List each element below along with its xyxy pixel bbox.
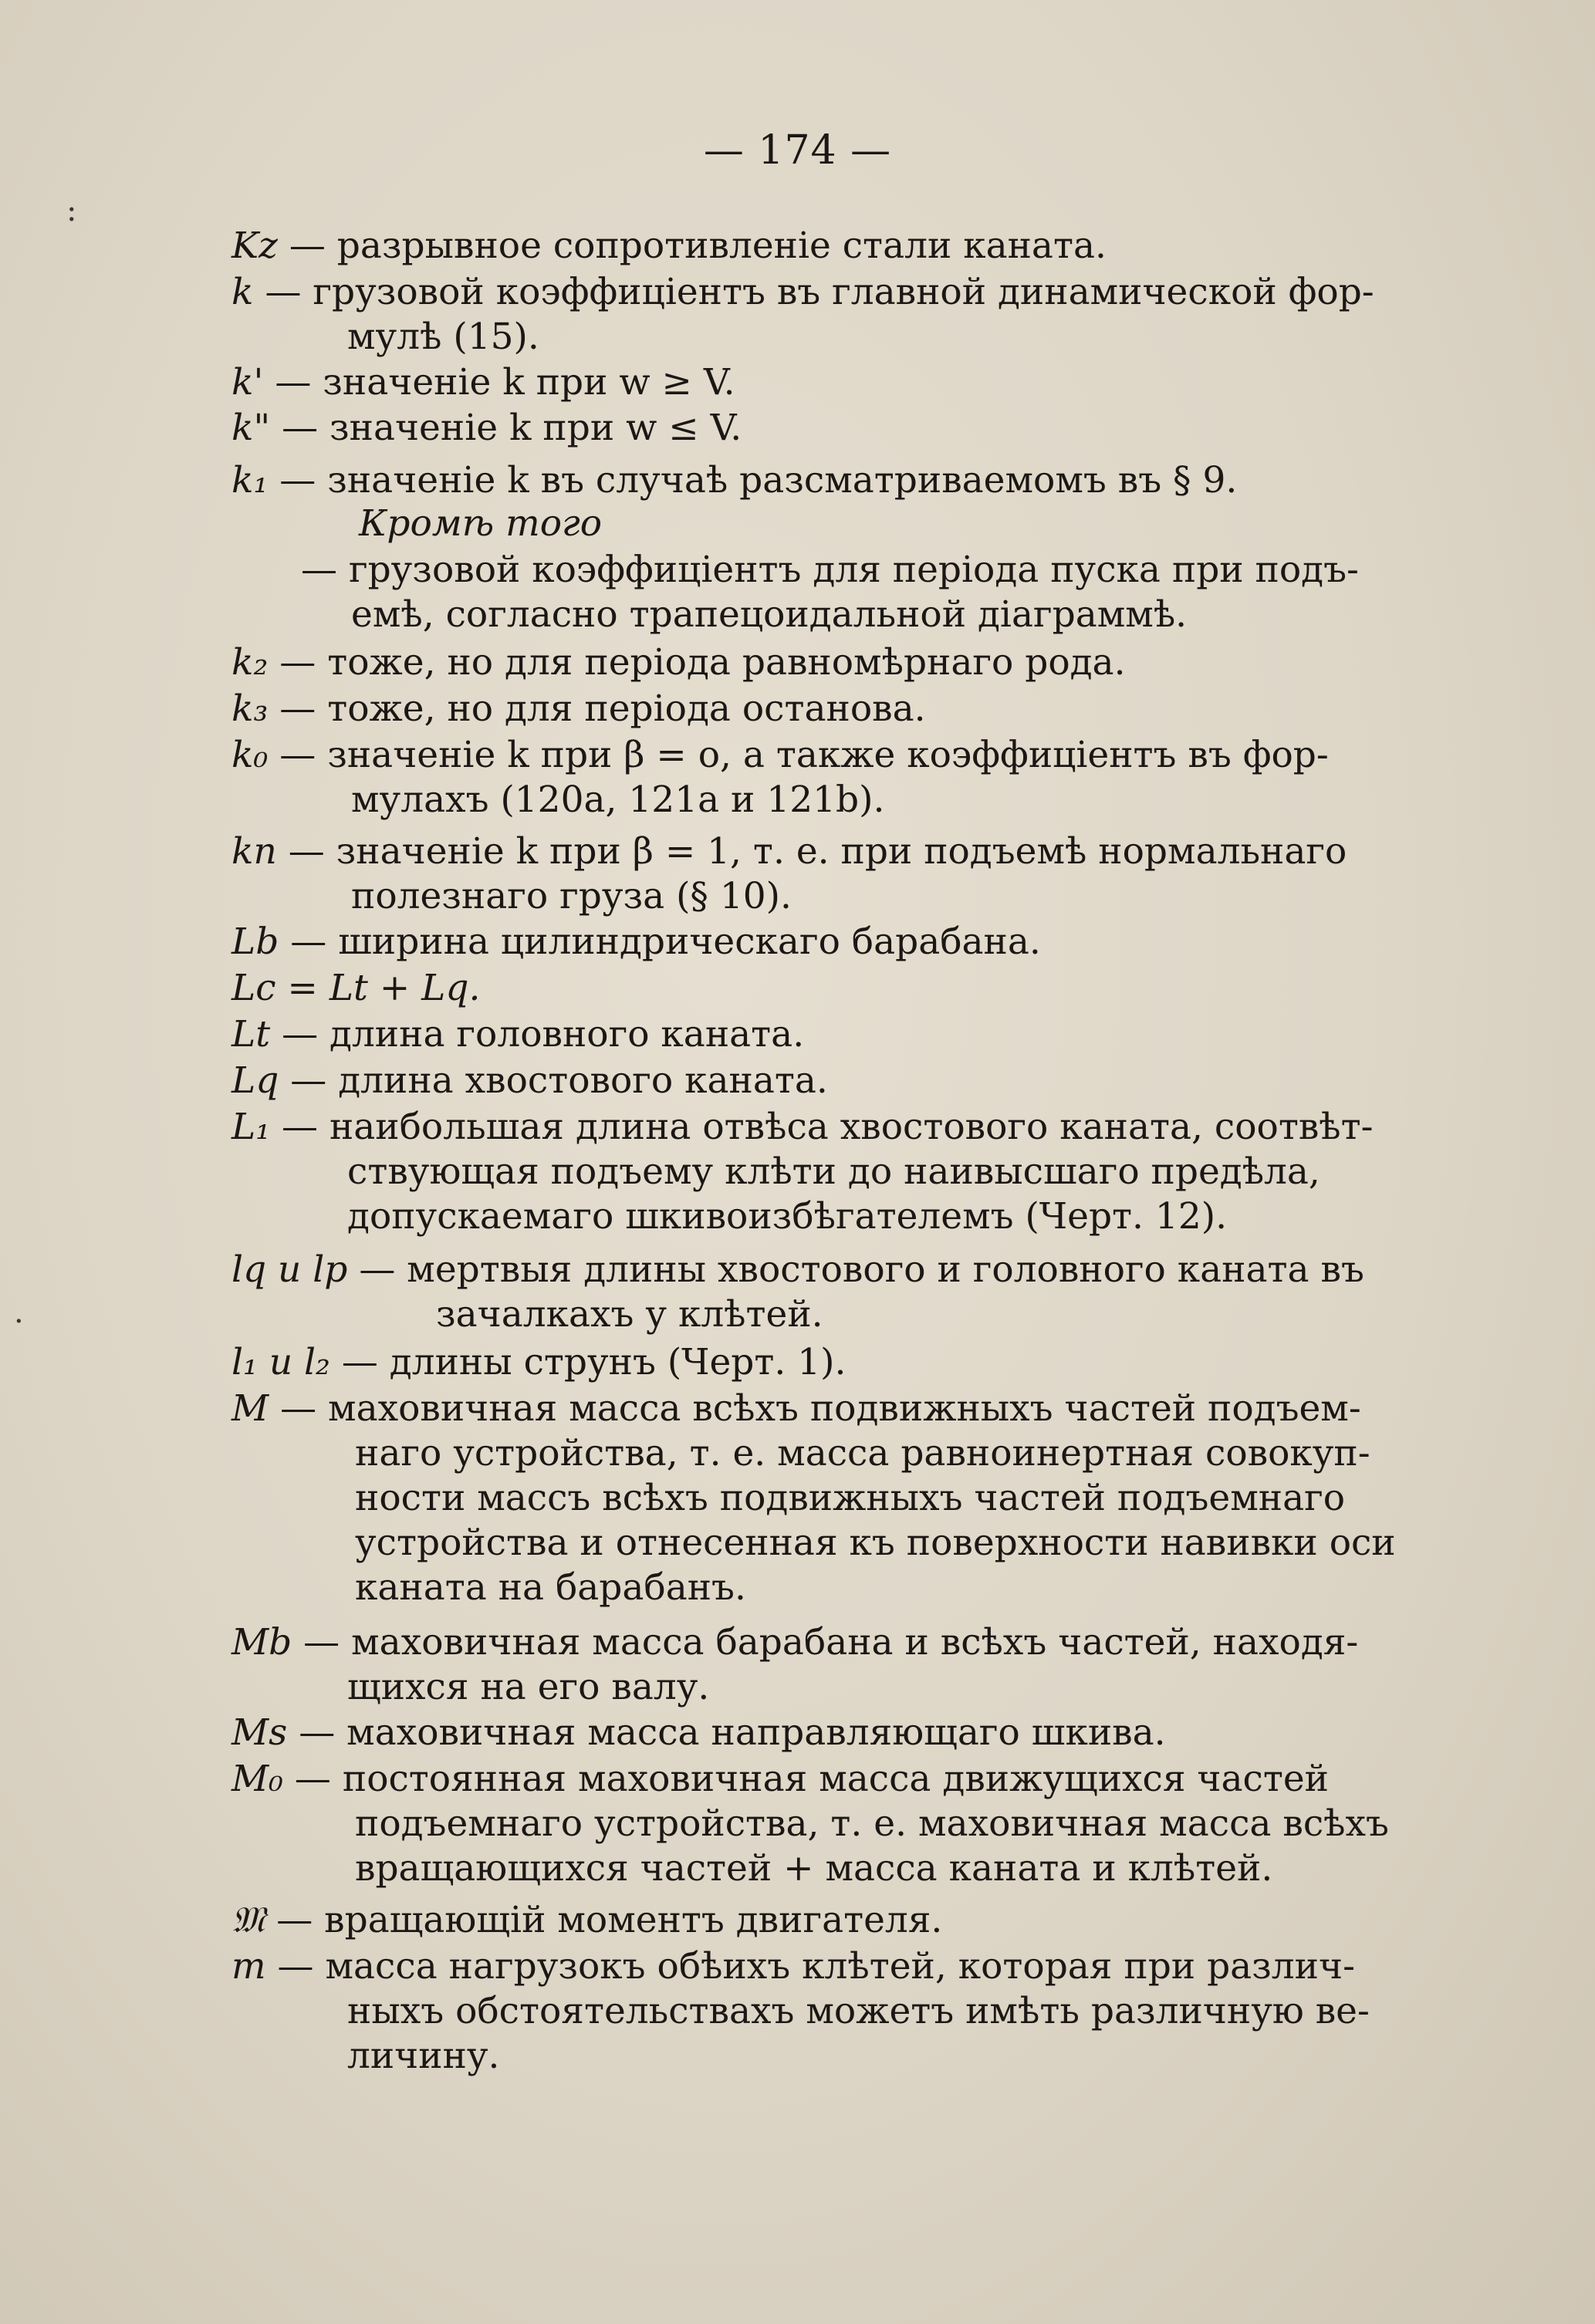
entry-line: зачалкахъ у клѣтей. <box>436 1293 823 1336</box>
glossary-entry <box>231 458 1237 503</box>
glossary-entry <box>231 687 926 731</box>
entry-line: — значеніе k при β = 1, т. е. при подъемѣ нормальнаго <box>288 830 1347 873</box>
entry-symbol: kn <box>231 830 277 873</box>
entry-line: ныхъ обстоятельствахъ можетъ имѣть различную ве- <box>347 1990 1370 2032</box>
entry-symbol: k₁ <box>231 459 269 502</box>
entry-line: — значеніе k при w ≥ V. <box>275 361 735 404</box>
glossary-entry <box>231 966 480 1011</box>
entry-symbol: Ms <box>231 1711 288 1754</box>
entry-symbol: Kz <box>231 225 278 267</box>
entry-line: — ширина цилиндрическаго барабана. <box>290 920 1041 963</box>
glossary-entry <box>231 270 1374 360</box>
entry-line: ствующая подъему клѣти до наивысшаго предѣла, <box>347 1150 1320 1193</box>
entry-line: — разрывное сопротивленіе стали каната. <box>289 225 1107 267</box>
entry-line: — длина головного каната. <box>282 1013 805 1056</box>
entry-line: мулахъ (120a, 121a и 121b). <box>351 779 885 821</box>
glossary-entry <box>231 406 742 451</box>
entry-symbol: l₁ и l₂ <box>231 1341 330 1383</box>
entry-line: — постоянная маховичная масса движущихся частей <box>294 1758 1329 1800</box>
entry-symbol: Lq <box>231 1059 279 1102</box>
entry-line: — масса нагрузокъ обѣихъ клѣтей, которая при различ- <box>277 1945 1355 1988</box>
entry-symbol: lq и lp <box>231 1248 348 1291</box>
page-number: — 174 — <box>703 127 892 174</box>
glossary-entry <box>231 224 1107 269</box>
glossary-entry <box>231 1059 828 1103</box>
entry-symbol: Lc <box>231 967 276 1009</box>
entry-symbol: k₀ <box>231 734 269 776</box>
entry-line: ности массъ всѣхъ подвижныхъ частей подъемнаго <box>355 1477 1346 1519</box>
entry-line: — грузовой коэффиціентъ въ главной динамической фор- <box>265 271 1374 313</box>
margin-mark: · <box>14 1304 24 1339</box>
entry-line: устройства и отнесенная къ поверхности навивки оси <box>355 1522 1396 1564</box>
glossary-entry <box>231 1757 1389 1891</box>
glossary-entry <box>231 1012 804 1057</box>
entry-line: — значеніе k при w ≤ V. <box>282 407 742 449</box>
entry-line: — тоже, но для періода равномѣрнаго рода. <box>279 641 1126 684</box>
entry-symbol: k <box>231 271 254 313</box>
entry-line: наго устройства, т. е. масса равноинертная совокуп- <box>355 1432 1370 1474</box>
entry-symbol: M₀ <box>231 1758 283 1800</box>
entry-line: личину. <box>347 2035 500 2077</box>
entry-line: каната на барабанъ. <box>355 1566 746 1609</box>
glossary-entry <box>231 1711 1166 1755</box>
entry-line: — мертвыя длины хвостового и головного каната въ <box>359 1248 1364 1291</box>
entry-line: полезнаго груза (§ 10). <box>351 875 792 917</box>
entry-line: — длины струнъ (Черт. 1). <box>341 1341 846 1383</box>
entry-symbol: Mb <box>231 1621 292 1664</box>
entry-symbol: 𝔐 <box>231 1899 265 1941</box>
glossary-entry <box>231 1620 1358 1710</box>
entry-symbol: k₃ <box>231 687 269 730</box>
entry-symbol: k' <box>231 361 264 404</box>
entry-line: щихся на его валу. <box>347 1666 710 1708</box>
glossary-entry <box>231 1944 1370 2079</box>
entry-line: вращающихся частей + масса каната и клѣтей. <box>355 1847 1273 1890</box>
entry-line: Кромѣ того <box>359 502 603 545</box>
glossary-entry <box>231 829 1347 919</box>
entry-line: — тоже, но для періода останова. <box>279 687 926 730</box>
entry-line: — маховичная масса барабана и всѣхъ частей, находя- <box>303 1621 1359 1664</box>
glossary-entry <box>231 920 1041 964</box>
entry-symbol: m <box>231 1945 266 1988</box>
glossary-entry <box>231 1898 942 1943</box>
glossary-entry <box>231 733 1329 823</box>
margin-mark: : <box>66 193 77 228</box>
entry-line: емѣ, согласно трапецоидальной діаграммѣ. <box>351 593 1188 636</box>
entry-symbol: L₁ <box>231 1106 271 1148</box>
entry-line: — значеніе k при β = o, а также коэффиціентъ въ фор- <box>279 734 1329 776</box>
entry-line: = Lt + Lq. <box>287 967 481 1009</box>
entry-line: — наибольшая длина отвѣса хвостового каната, соотвѣт- <box>282 1106 1374 1148</box>
glossary-entry <box>231 360 735 405</box>
entry-symbol: Lt <box>231 1013 271 1056</box>
entry-line: подъемнаго устройства, т. е. маховичная масса всѣхъ <box>355 1802 1389 1845</box>
entry-line: — маховичная масса всѣхъ подвижныхъ частей подъем- <box>280 1387 1361 1430</box>
glossary-entry <box>231 1105 1374 1239</box>
glossary-entry <box>231 640 1126 685</box>
glossary-entry <box>231 1248 1364 1337</box>
entry-symbol: M <box>231 1387 269 1430</box>
entry-symbol: Lb <box>231 920 279 963</box>
entry-line: — маховичная масса направляющаго шкива. <box>299 1711 1166 1754</box>
glossary-entry <box>231 1340 846 1385</box>
entry-line: — вращающій моментъ двигателя. <box>276 1899 943 1941</box>
entry-line: мулѣ (15). <box>347 316 539 358</box>
glossary-entry <box>301 548 1359 637</box>
glossary-entry <box>231 1387 1396 1610</box>
entry-line: — грузовой коэффиціентъ для періода пуска при подъ- <box>301 549 1359 591</box>
entry-symbol: k" <box>231 407 271 449</box>
entry-line: — длина хвостового каната. <box>290 1059 828 1102</box>
entry-line: допускаемаго шкивоизбѣгателемъ (Черт. 12). <box>347 1195 1228 1238</box>
entry-symbol: k₂ <box>231 641 269 684</box>
glossary-note <box>359 502 602 546</box>
entry-line: — значеніе k въ случаѣ разсматриваемомъ въ § 9. <box>279 459 1238 502</box>
